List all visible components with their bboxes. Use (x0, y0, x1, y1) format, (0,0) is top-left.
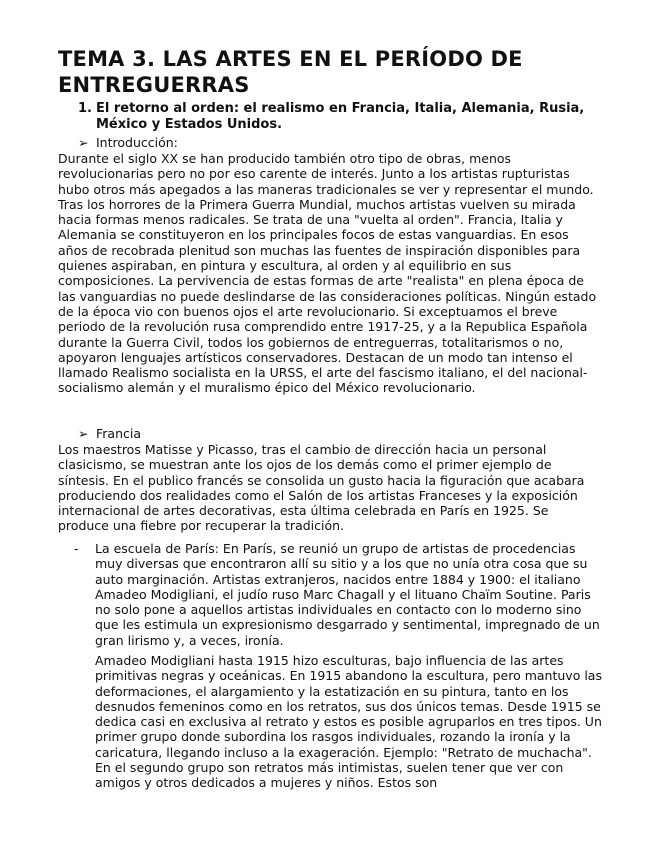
subheading-francia (78, 426, 141, 442)
dash-bullet: - (74, 541, 79, 556)
section-heading-text: El retorno al orden: el realismo en Francia, Italia, Alemania, Rusia, México y Estados Unidos. (96, 101, 585, 132)
section-number: 1. (78, 101, 92, 116)
page-title: TEMA 3. LAS ARTES EN EL PERÍODO DE ENTREGUERRAS (58, 47, 523, 97)
modigliani-paragraph: Amadeo Modigliani hasta 1915 hizo esculturas, bajo influencia de las artes primitivas negras y oceánicas. En 1915 abandono la escultura, pero mantuvo las deformaciones, el alargamiento y la estatización en su pintura, tanto en los desnudos femeninos como en los retratos, sus dos únicos temas. Desde 1915 se dedica casi en exclusiva al retrato y estos es posible agruparlos en tres tipos. Un primer grupo donde subordina los rasgos individuales, rozando la ironía y la caricatura, llegando incluso a la exageración. Ejemplo: "Retrato de muchacha". En el segundo grupo son retratos más intimistas, suelen tener que ver con amigos y otros dedicados a mujeres y niños. Estos son (95, 653, 602, 791)
subheading-label: Introducción: (96, 135, 178, 150)
arrow-bullet-icon: ➢ (78, 135, 89, 150)
subheading-label: Francia (96, 426, 142, 441)
arrow-bullet-icon: ➢ (78, 426, 89, 441)
intro-paragraph: Durante el siglo XX se han producido también otro tipo de obras, menos revolucionarias pero no por eso carente de interés. Junto a los artistas rupturistas hubo otros más apegados a las maneras tradicionales se ver y representar el mundo. Tras los horrores de la Primera Guerra Mundial, muchos artistas vuelven su mirada hacia formas menos radicales. Se trata de una "vuelta al orden". Francia, Italia y Alemania se constituyeron en los principales focos de estas vanguardias. En esos años de recobrada plenitud son muchas las fuentes de inspiración disponibles para quienes aspiraban, en pintura y escultura, al orden y al equilibrio en sus composiciones. La pervivencia de estas formas de arte "realista" en plena época de las vanguardias no puede deslindarse de las consideraciones políticas. Ningún estado de la época vio con buenos ojos el arte revolucionario. Si exceptuamos el breve periodo de la revolución rusa comprendido entre 1917-25, y a la Republica Española durante la Guerra Civil, todos los gobiernos de entreguerras, totalitarismos o no, apoyaron lenguajes artísticos conservadores. Destacan de un modo tan intenso el llamado Realismo socialista en la URSS, el arte del fascismo italiano, el del nacional-socialismo alemán y el muralismo épico del México revolucionario. (58, 151, 597, 396)
escuela-de-paris-paragraph: La escuela de París: En París, se reunió un grupo de artistas de procedencias muy diversas que encontraron allí su sitio y a los que no unía otra cosa que su auto marginación. Artistas extranjeros, nacidos entre 1884 y 1900: el italiano Amadeo Modigliani, el judío ruso Marc Chagall y el lituano Chaïm Soutine. Paris no solo pone a aquellos artistas individuales en contacto con lo moderno sino que les estimula un expresionismo desgarrado y sentimental, impregnado de un gran lirismo y, a veces, ironía. (95, 541, 600, 648)
subheading-introduccion (78, 135, 178, 151)
section-heading (78, 101, 598, 133)
francia-paragraph: Los maestros Matisse y Picasso, tras el cambio de dirección hacia un personal clasicismo, se muestran ante los ojos de los demás como el primer ejemplo de síntesis. En el publico francés se consolida un gusto hacia la figuración que acabara produciendo dos realidades como el Salón de los artistas Franceses y la exposición internacional de artes decorativas, esta última celebrada en París en 1925. Se produce una fiebre por recuperar la tradición. (58, 442, 585, 534)
